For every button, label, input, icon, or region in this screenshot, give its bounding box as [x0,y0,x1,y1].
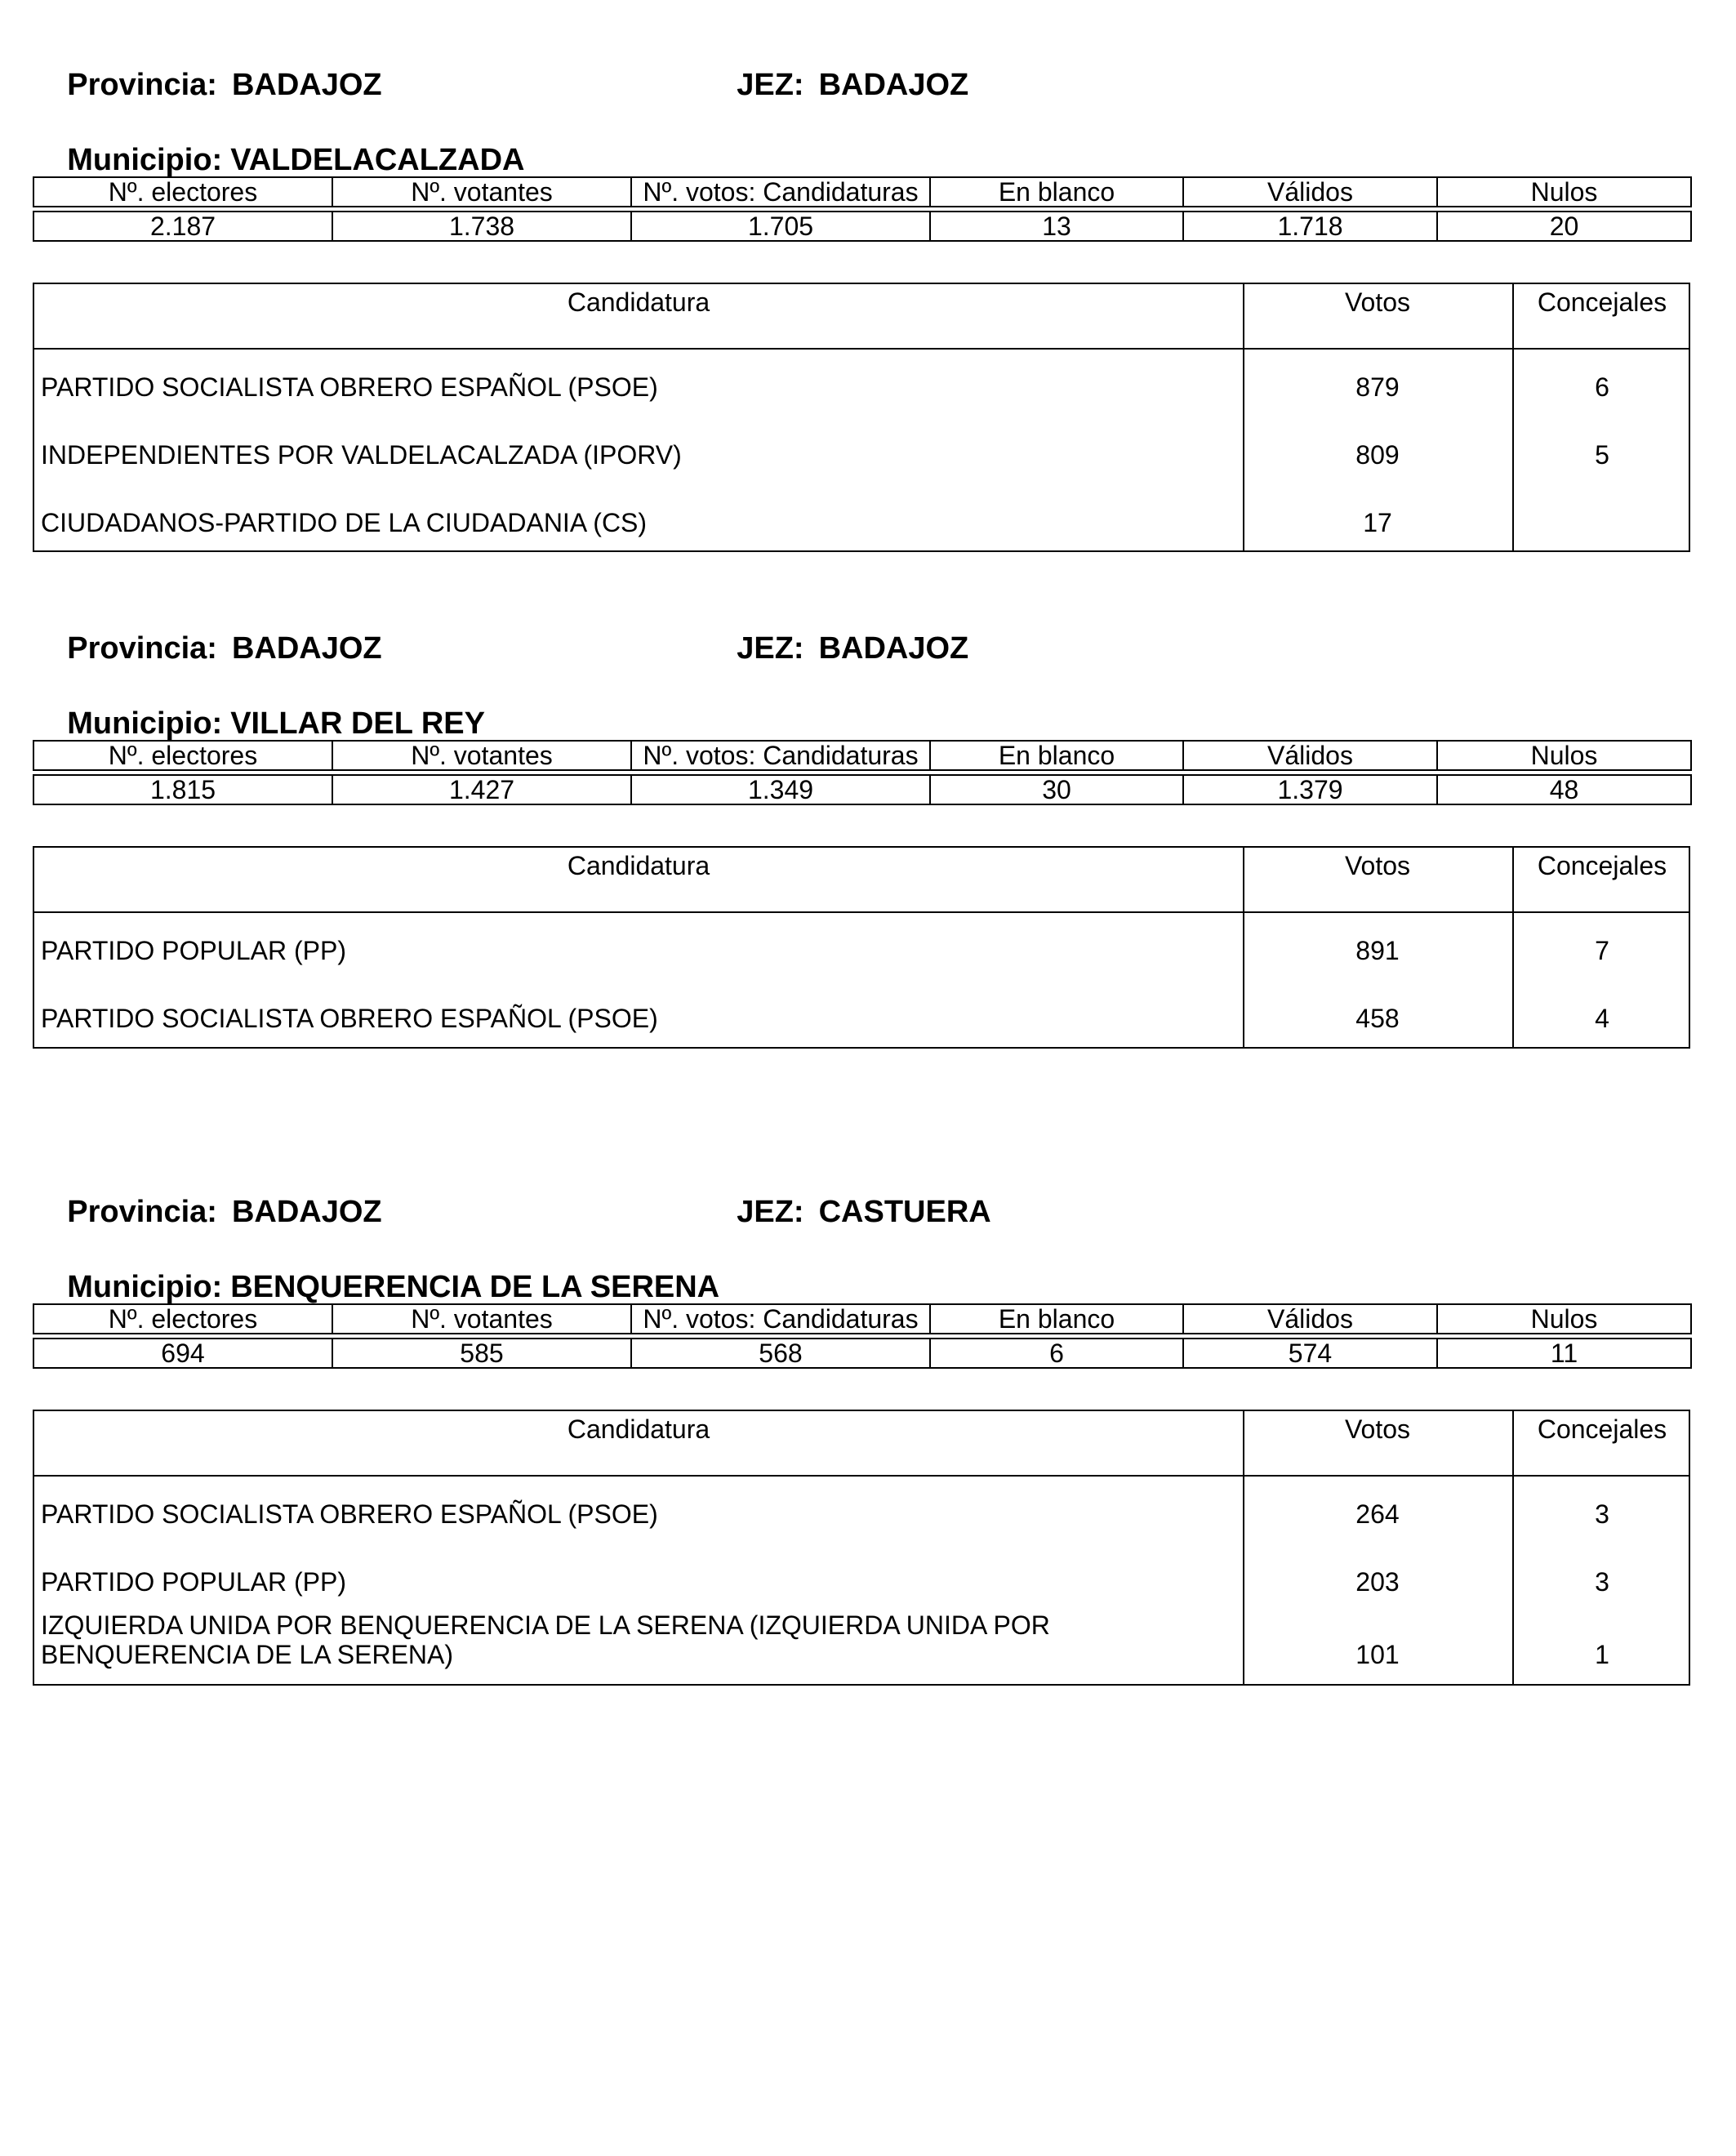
municipio-value: VILLAR DEL REY [230,706,485,741]
candidatura-votos: 809 [1355,440,1400,470]
candidatura-votos: 879 [1355,372,1400,402]
stats-header-row [33,177,1691,207]
stats-value-votantes: 585 [332,1339,631,1368]
stats-value-electores: 2.187 [33,212,332,241]
votos-header: Votos [1344,851,1411,880]
votos-header: Votos [1344,1414,1411,1444]
candidatura-concejales: 3 [1595,1567,1609,1597]
stats-header-en-blanco: En blanco [930,741,1183,770]
jez-label: JEZ: [737,1195,804,1229]
stats-header-votantes: Nº. votantes [332,177,631,207]
candidaturas-table [33,1410,1690,1686]
candidatura-votos: 264 [1355,1499,1400,1529]
stats-value-en-blanco: 6 [930,1339,1183,1368]
stats-value-nulos: 20 [1437,212,1691,241]
candidatura-concejales: 1 [1595,1640,1609,1669]
stats-header-electores: Nº. electores [33,1304,332,1334]
stats-value-nulos: 48 [1437,775,1691,804]
stats-value-votos-candidaturas: 1.349 [631,775,930,804]
stats-value-nulos: 11 [1437,1339,1691,1368]
stats-header-electores: Nº. electores [33,741,332,770]
stats-table [33,740,1692,805]
jez-value: CASTUERA [818,1195,991,1229]
stats-header-votos-candidaturas: Nº. votos: Candidaturas [631,1304,930,1334]
candidatura-concejales: 5 [1595,440,1609,470]
candidatura-concejales: 3 [1595,1499,1609,1529]
stats-header-en-blanco: En blanco [930,1304,1183,1334]
candidatura-name: CIUDADANOS-PARTIDO DE LA CIUDADANIA (CS) [41,508,648,537]
stats-header-nulos: Nulos [1437,177,1691,207]
provincia-value: BADAJOZ [231,631,382,666]
municipio-value: VALDELACALZADA [230,143,525,177]
candidatura-name: INDEPENDIENTES POR VALDELACALZADA (IPORV) [41,440,682,470]
stats-header-validos: Válidos [1183,177,1437,207]
provincia-value: BADAJOZ [231,1195,382,1229]
col-divider [1512,284,1514,550]
concejales-header: Concejales [1537,287,1667,317]
candidatura-name: IZQUIERDA UNIDA POR BENQUERENCIA DE LA SERENA (IZQUIERDA UNIDA POR BENQUERENCIA DE LA SERENA) [41,1610,1050,1669]
candidatura-header: Candidatura [567,1414,710,1444]
candidatura-name: PARTIDO POPULAR (PP) [41,936,346,965]
jez-line [702,1158,991,1266]
header-divider [34,348,1689,350]
candidatura-votos: 101 [1355,1640,1400,1669]
votos-header: Votos [1344,287,1411,317]
jez-value: BADAJOZ [818,68,969,102]
candidaturas-table [33,846,1690,1049]
concejales-header: Concejales [1537,1414,1667,1444]
candidatura-votos: 458 [1355,1004,1400,1033]
candidatura-header: Candidatura [567,851,710,880]
stats-value-electores: 694 [33,1339,332,1368]
stats-value-row [33,775,1691,804]
stats-value-electores: 1.815 [33,775,332,804]
jez-value: BADAJOZ [818,631,969,666]
candidatura-concejales: 7 [1595,936,1609,965]
stats-value-en-blanco: 30 [930,775,1183,804]
stats-header-validos: Válidos [1183,1304,1437,1334]
candidatura-name: PARTIDO SOCIALISTA OBRERO ESPAÑOL (PSOE) [41,1499,658,1529]
candidatura-name: PARTIDO SOCIALISTA OBRERO ESPAÑOL (PSOE) [41,372,658,402]
candidatura-name: PARTIDO SOCIALISTA OBRERO ESPAÑOL (PSOE) [41,1004,658,1033]
stats-header-nulos: Nulos [1437,741,1691,770]
stats-header-nulos: Nulos [1437,1304,1691,1334]
candidatura-votos: 17 [1363,508,1392,537]
candidatura-header: Candidatura [567,287,710,317]
jez-label: JEZ: [737,68,804,102]
candidaturas-table [33,283,1690,552]
stats-value-en-blanco: 13 [930,212,1183,241]
provincia-value: BADAJOZ [231,68,382,102]
stats-header-row [33,741,1691,770]
stats-header-votos-candidaturas: Nº. votos: Candidaturas [631,177,930,207]
provincia-label: Provincia: [67,68,217,102]
jez-line [702,595,968,702]
candidatura-votos: 891 [1355,936,1400,965]
stats-header-row [33,1304,1691,1334]
stats-value-votantes: 1.738 [332,212,631,241]
stats-header-electores: Nº. electores [33,177,332,207]
stats-value-validos: 1.718 [1183,212,1437,241]
header-divider [34,911,1689,913]
stats-header-votantes: Nº. votantes [332,741,631,770]
stats-value-validos: 574 [1183,1339,1437,1368]
stats-value-validos: 1.379 [1183,775,1437,804]
stats-value-votos-candidaturas: 568 [631,1339,930,1368]
stats-value-votos-candidaturas: 1.705 [631,212,930,241]
provincia-label: Provincia: [67,1195,217,1229]
stats-value-row [33,1339,1691,1368]
provincia-label: Provincia: [67,631,217,666]
stats-value-row [33,212,1691,241]
stats-header-votantes: Nº. votantes [332,1304,631,1334]
municipio-label: Municipio: [67,1270,223,1304]
municipio-value: BENQUERENCIA DE LA SERENA [230,1270,720,1304]
stats-header-en-blanco: En blanco [930,177,1183,207]
stats-header-validos: Válidos [1183,741,1437,770]
stats-value-votantes: 1.427 [332,775,631,804]
stats-table [33,176,1692,242]
candidatura-concejales: 4 [1595,1004,1609,1033]
municipio-label: Municipio: [67,143,223,177]
stats-header-votos-candidaturas: Nº. votos: Candidaturas [631,741,930,770]
candidatura-concejales: 6 [1595,372,1609,402]
candidatura-name: PARTIDO POPULAR (PP) [41,1567,346,1597]
concejales-header: Concejales [1537,851,1667,880]
header-divider [34,1475,1689,1477]
candidatura-votos: 203 [1355,1567,1400,1597]
jez-label: JEZ: [737,631,804,666]
stats-table [33,1303,1692,1369]
jez-line [702,31,968,139]
municipio-label: Municipio: [67,706,223,741]
